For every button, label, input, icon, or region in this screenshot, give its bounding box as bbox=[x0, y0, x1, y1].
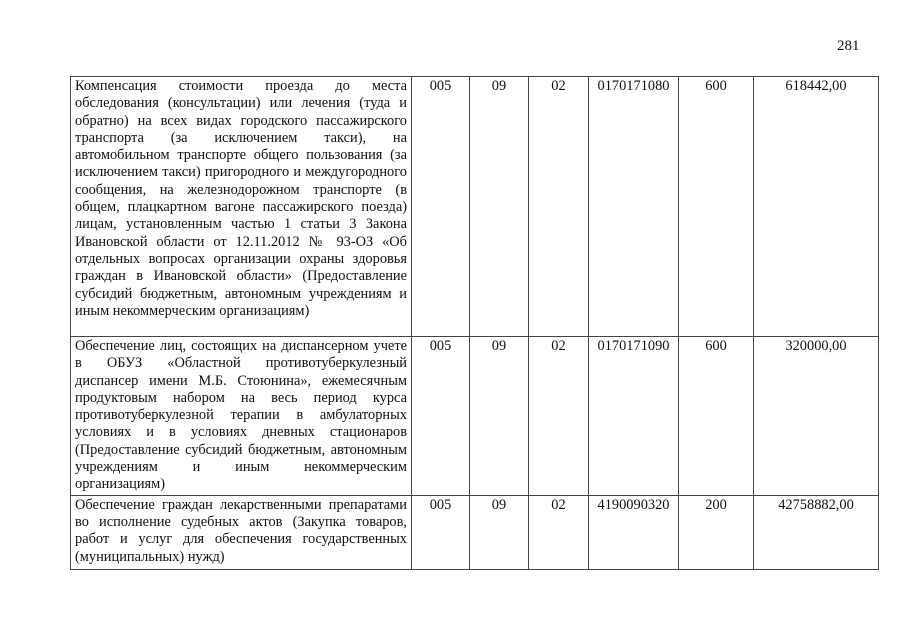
row-section-code: 09 bbox=[470, 495, 529, 569]
table-row bbox=[71, 337, 879, 496]
row-ved-code: 005 bbox=[412, 77, 470, 337]
row-subsection-code: 02 bbox=[529, 337, 589, 496]
page-number: 281 bbox=[837, 38, 860, 54]
table-row bbox=[71, 495, 879, 569]
table-row bbox=[71, 77, 879, 337]
row-expense-type-code: 600 bbox=[679, 337, 754, 496]
row-amount: 618442,00 bbox=[754, 77, 879, 337]
row-description: Обеспечение лиц, состоящих на диспансерном учете в ОБУЗ «Областной противотуберкулезный диспансер имени М.Б. Стоюнина», ежемесячным продуктовым набором на весь период курса противотуберкулезной терапии в амбулаторных условиях и в условиях дневных стационаров (Предоставление субсидий бюджетным, автономным учреждениям и иным некоммерческим организациям) bbox=[71, 337, 412, 496]
row-description: Компенсация стоимости проезда до места обследования (консультации) или лечения (туда и обратно) на всех видах городского пассажирского транспорта (за исключением такси), на автомобильном транспорте общего пользования (за исключением такси) пригородного и междугородного сообщения, на железнодорожном транспорте (в общем, плацкартном вагоне пассажирского поезда) лицам, установленным частью 1 статьи 3 Закона Ивановской области от 12.11.2012 № 93-ОЗ «Об отдельных вопросах организации охраны здоровья граждан в Ивановской области» (Предоставление субсидий бюджетным, автономным учреждениям и иным некоммерческим организациям) bbox=[71, 77, 412, 337]
row-target-article-code: 0170171090 bbox=[589, 337, 679, 496]
row-subsection-code: 02 bbox=[529, 77, 589, 337]
budget-table bbox=[70, 76, 879, 570]
row-amount: 42758882,00 bbox=[754, 495, 879, 569]
row-subsection-code: 02 bbox=[529, 495, 589, 569]
row-amount: 320000,00 bbox=[754, 337, 879, 496]
row-expense-type-code: 600 bbox=[679, 77, 754, 337]
row-ved-code: 005 bbox=[412, 495, 470, 569]
row-description: Обеспечение граждан лекарственными препаратами во исполнение судебных актов (Закупка товаров, работ и услуг для обеспечения государственных (муниципальных) нужд) bbox=[71, 495, 412, 569]
row-section-code: 09 bbox=[470, 77, 529, 337]
row-target-article-code: 4190090320 bbox=[589, 495, 679, 569]
row-ved-code: 005 bbox=[412, 337, 470, 496]
row-section-code: 09 bbox=[470, 337, 529, 496]
row-target-article-code: 0170171080 bbox=[589, 77, 679, 337]
row-expense-type-code: 200 bbox=[679, 495, 754, 569]
